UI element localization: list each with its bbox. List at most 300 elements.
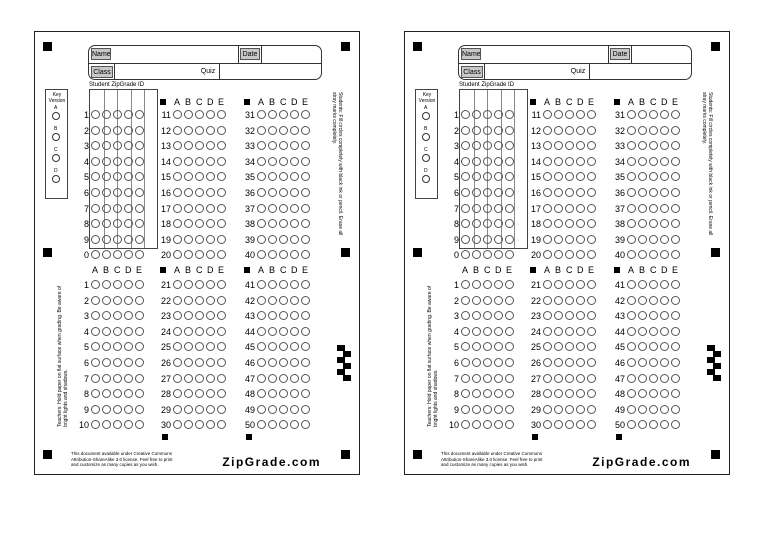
answer-bubble[interactable] (195, 110, 204, 119)
answer-bubble[interactable] (461, 235, 470, 244)
answer-bubble[interactable] (279, 311, 288, 320)
answer-bubble[interactable] (195, 327, 204, 336)
answer-bubble[interactable] (638, 311, 647, 320)
answer-bubble[interactable] (671, 141, 680, 150)
answer-bubble[interactable] (660, 110, 669, 119)
answer-bubble[interactable] (483, 126, 492, 135)
answer-bubble[interactable] (91, 280, 100, 289)
answer-bubble[interactable] (135, 311, 144, 320)
answer-bubble[interactable] (268, 110, 277, 119)
answer-bubble[interactable] (671, 311, 680, 320)
answer-bubble[interactable] (472, 327, 481, 336)
answer-bubble[interactable] (472, 389, 481, 398)
answer-bubble[interactable] (627, 358, 636, 367)
answer-bubble[interactable] (217, 126, 226, 135)
answer-bubble[interactable] (279, 126, 288, 135)
answer-bubble[interactable] (290, 342, 299, 351)
answer-bubble[interactable] (483, 188, 492, 197)
answer-bubble[interactable] (494, 141, 503, 150)
answer-bubble[interactable] (290, 219, 299, 228)
answer-bubble[interactable] (184, 235, 193, 244)
answer-bubble[interactable] (638, 420, 647, 429)
answer-bubble[interactable] (554, 126, 563, 135)
answer-bubble[interactable] (565, 389, 574, 398)
answer-bubble[interactable] (472, 110, 481, 119)
answer-bubble[interactable] (554, 342, 563, 351)
answer-bubble[interactable] (649, 235, 658, 244)
answer-bubble[interactable] (671, 157, 680, 166)
answer-bubble[interactable] (91, 110, 100, 119)
answer-bubble[interactable] (268, 204, 277, 213)
answer-bubble[interactable] (483, 235, 492, 244)
answer-bubble[interactable] (483, 420, 492, 429)
answer-bubble[interactable] (206, 126, 215, 135)
answer-bubble[interactable] (543, 280, 552, 289)
answer-bubble[interactable] (505, 374, 514, 383)
answer-bubble[interactable] (472, 204, 481, 213)
answer-bubble[interactable] (102, 374, 111, 383)
answer-bubble[interactable] (494, 311, 503, 320)
answer-bubble[interactable] (587, 250, 596, 259)
answer-bubble[interactable] (195, 296, 204, 305)
answer-bubble[interactable] (217, 235, 226, 244)
answer-bubble[interactable] (461, 172, 470, 181)
answer-bubble[interactable] (671, 172, 680, 181)
answer-bubble[interactable] (494, 157, 503, 166)
answer-bubble[interactable] (660, 188, 669, 197)
answer-bubble[interactable] (268, 358, 277, 367)
answer-bubble[interactable] (173, 204, 182, 213)
answer-bubble[interactable] (91, 204, 100, 213)
answer-bubble[interactable] (472, 420, 481, 429)
answer-bubble[interactable] (505, 296, 514, 305)
answer-bubble[interactable] (301, 296, 310, 305)
answer-bubble[interactable] (472, 296, 481, 305)
answer-bubble[interactable] (268, 342, 277, 351)
answer-bubble[interactable] (91, 188, 100, 197)
answer-bubble[interactable] (206, 374, 215, 383)
answer-bubble[interactable] (494, 389, 503, 398)
answer-bubble[interactable] (660, 250, 669, 259)
answer-bubble[interactable] (301, 405, 310, 414)
answer-bubble[interactable] (472, 172, 481, 181)
answer-bubble[interactable] (91, 420, 100, 429)
answer-bubble[interactable] (565, 374, 574, 383)
answer-bubble[interactable] (279, 327, 288, 336)
answer-bubble[interactable] (257, 126, 266, 135)
answer-bubble[interactable] (638, 405, 647, 414)
answer-bubble[interactable] (217, 250, 226, 259)
answer-bubble[interactable] (461, 296, 470, 305)
answer-bubble[interactable] (290, 141, 299, 150)
answer-bubble[interactable] (102, 250, 111, 259)
answer-bubble[interactable] (543, 110, 552, 119)
answer-bubble[interactable] (461, 219, 470, 228)
answer-bubble[interactable] (627, 204, 636, 213)
answer-bubble[interactable] (184, 110, 193, 119)
answer-bubble[interactable] (184, 141, 193, 150)
answer-bubble[interactable] (565, 235, 574, 244)
answer-bubble[interactable] (671, 188, 680, 197)
answer-bubble[interactable] (268, 405, 277, 414)
answer-bubble[interactable] (638, 188, 647, 197)
answer-bubble[interactable] (576, 280, 585, 289)
answer-bubble[interactable] (472, 280, 481, 289)
answer-bubble[interactable] (217, 280, 226, 289)
answer-bubble[interactable] (290, 235, 299, 244)
answer-bubble[interactable] (124, 172, 133, 181)
answer-bubble[interactable] (627, 374, 636, 383)
answer-bubble[interactable] (268, 420, 277, 429)
answer-bubble[interactable] (257, 296, 266, 305)
answer-bubble[interactable] (217, 204, 226, 213)
answer-bubble[interactable] (135, 296, 144, 305)
answer-bubble[interactable] (494, 219, 503, 228)
answer-bubble[interactable] (649, 250, 658, 259)
answer-bubble[interactable] (627, 342, 636, 351)
answer-bubble[interactable] (206, 389, 215, 398)
answer-bubble[interactable] (638, 250, 647, 259)
answer-bubble[interactable] (505, 327, 514, 336)
answer-bubble[interactable] (554, 358, 563, 367)
answer-bubble[interactable] (173, 280, 182, 289)
answer-bubble[interactable] (268, 235, 277, 244)
answer-bubble[interactable] (135, 126, 144, 135)
answer-bubble[interactable] (494, 358, 503, 367)
answer-bubble[interactable] (124, 157, 133, 166)
answer-bubble[interactable] (113, 219, 122, 228)
answer-bubble[interactable] (135, 327, 144, 336)
answer-bubble[interactable] (461, 358, 470, 367)
answer-bubble[interactable] (279, 172, 288, 181)
answer-bubble[interactable] (576, 110, 585, 119)
answer-bubble[interactable] (565, 126, 574, 135)
answer-bubble[interactable] (649, 311, 658, 320)
answer-bubble[interactable] (554, 141, 563, 150)
answer-bubble[interactable] (627, 327, 636, 336)
answer-bubble[interactable] (124, 420, 133, 429)
answer-bubble[interactable] (102, 311, 111, 320)
answer-bubble[interactable] (113, 327, 122, 336)
answer-bubble[interactable] (483, 311, 492, 320)
answer-bubble[interactable] (301, 327, 310, 336)
answer-bubble[interactable] (279, 420, 288, 429)
answer-bubble[interactable] (290, 172, 299, 181)
answer-bubble[interactable] (461, 342, 470, 351)
answer-bubble[interactable] (472, 188, 481, 197)
answer-bubble[interactable] (671, 327, 680, 336)
answer-bubble[interactable] (206, 358, 215, 367)
answer-bubble[interactable] (184, 311, 193, 320)
answer-bubble[interactable] (173, 374, 182, 383)
answer-bubble[interactable] (472, 358, 481, 367)
answer-bubble[interactable] (91, 296, 100, 305)
answer-bubble[interactable] (483, 250, 492, 259)
answer-bubble[interactable] (206, 342, 215, 351)
answer-bubble[interactable] (494, 342, 503, 351)
answer-bubble[interactable] (649, 141, 658, 150)
answer-bubble[interactable] (627, 420, 636, 429)
answer-bubble[interactable] (257, 219, 266, 228)
answer-bubble[interactable] (124, 188, 133, 197)
answer-bubble[interactable] (184, 280, 193, 289)
answer-bubble[interactable] (217, 141, 226, 150)
answer-bubble[interactable] (184, 219, 193, 228)
answer-bubble[interactable] (290, 110, 299, 119)
answer-bubble[interactable] (257, 358, 266, 367)
answer-bubble[interactable] (102, 405, 111, 414)
answer-bubble[interactable] (554, 157, 563, 166)
answer-bubble[interactable] (472, 141, 481, 150)
answer-bubble[interactable] (587, 219, 596, 228)
answer-bubble[interactable] (565, 188, 574, 197)
answer-bubble[interactable] (279, 110, 288, 119)
answer-bubble[interactable] (554, 204, 563, 213)
answer-bubble[interactable] (279, 296, 288, 305)
answer-bubble[interactable] (649, 126, 658, 135)
answer-bubble[interactable] (290, 374, 299, 383)
answer-bubble[interactable] (554, 172, 563, 181)
answer-bubble[interactable] (301, 358, 310, 367)
answer-bubble[interactable] (173, 172, 182, 181)
answer-bubble[interactable] (576, 327, 585, 336)
answer-bubble[interactable] (290, 204, 299, 213)
answer-bubble[interactable] (184, 405, 193, 414)
answer-bubble[interactable] (124, 342, 133, 351)
answer-bubble[interactable] (279, 204, 288, 213)
answer-bubble[interactable] (554, 110, 563, 119)
answer-bubble[interactable] (257, 157, 266, 166)
answer-bubble[interactable] (505, 204, 514, 213)
answer-bubble[interactable] (472, 311, 481, 320)
answer-bubble[interactable] (195, 250, 204, 259)
answer-bubble[interactable] (494, 110, 503, 119)
answer-bubble[interactable] (483, 172, 492, 181)
answer-bubble[interactable] (135, 172, 144, 181)
answer-bubble[interactable] (554, 280, 563, 289)
answer-bubble[interactable] (301, 219, 310, 228)
answer-bubble[interactable] (206, 280, 215, 289)
answer-bubble[interactable] (91, 342, 100, 351)
answer-bubble[interactable] (173, 126, 182, 135)
answer-bubble[interactable] (671, 219, 680, 228)
answer-bubble[interactable] (113, 126, 122, 135)
answer-bubble[interactable] (543, 405, 552, 414)
answer-bubble[interactable] (290, 389, 299, 398)
answer-bubble[interactable] (576, 235, 585, 244)
answer-bubble[interactable] (461, 110, 470, 119)
answer-bubble[interactable] (135, 219, 144, 228)
answer-bubble[interactable] (102, 327, 111, 336)
answer-bubble[interactable] (135, 204, 144, 213)
answer-bubble[interactable] (649, 296, 658, 305)
answer-bubble[interactable] (135, 188, 144, 197)
answer-bubble[interactable] (472, 250, 481, 259)
answer-bubble[interactable] (268, 126, 277, 135)
answer-bubble[interactable] (257, 110, 266, 119)
answer-bubble[interactable] (217, 342, 226, 351)
answer-bubble[interactable] (565, 141, 574, 150)
answer-bubble[interactable] (268, 389, 277, 398)
answer-bubble[interactable] (301, 188, 310, 197)
answer-bubble[interactable] (565, 311, 574, 320)
answer-bubble[interactable] (184, 126, 193, 135)
answer-bubble[interactable] (660, 342, 669, 351)
answer-bubble[interactable] (483, 141, 492, 150)
answer-bubble[interactable] (565, 327, 574, 336)
answer-bubble[interactable] (649, 342, 658, 351)
answer-bubble[interactable] (472, 126, 481, 135)
answer-bubble[interactable] (660, 374, 669, 383)
answer-bubble[interactable] (649, 327, 658, 336)
answer-bubble[interactable] (472, 235, 481, 244)
answer-bubble[interactable] (660, 327, 669, 336)
answer-bubble[interactable] (91, 327, 100, 336)
answer-bubble[interactable] (461, 420, 470, 429)
answer-bubble[interactable] (195, 389, 204, 398)
answer-bubble[interactable] (543, 311, 552, 320)
answer-bubble[interactable] (554, 327, 563, 336)
answer-bubble[interactable] (268, 311, 277, 320)
answer-bubble[interactable] (627, 141, 636, 150)
answer-bubble[interactable] (505, 420, 514, 429)
answer-bubble[interactable] (91, 389, 100, 398)
answer-bubble[interactable] (565, 420, 574, 429)
answer-bubble[interactable] (184, 389, 193, 398)
answer-bubble[interactable] (279, 250, 288, 259)
answer-bubble[interactable] (301, 141, 310, 150)
answer-bubble[interactable] (483, 219, 492, 228)
answer-bubble[interactable] (206, 110, 215, 119)
answer-bubble[interactable] (268, 188, 277, 197)
answer-bubble[interactable] (91, 141, 100, 150)
answer-bubble[interactable] (554, 296, 563, 305)
answer-bubble[interactable] (102, 204, 111, 213)
answer-bubble[interactable] (290, 126, 299, 135)
answer-bubble[interactable] (554, 188, 563, 197)
answer-bubble[interactable] (268, 157, 277, 166)
answer-bubble[interactable] (543, 172, 552, 181)
answer-bubble[interactable] (217, 296, 226, 305)
answer-bubble[interactable] (627, 405, 636, 414)
answer-bubble[interactable] (554, 389, 563, 398)
answer-bubble[interactable] (257, 141, 266, 150)
answer-bubble[interactable] (627, 389, 636, 398)
answer-bubble[interactable] (206, 327, 215, 336)
answer-bubble[interactable] (113, 342, 122, 351)
answer-bubble[interactable] (638, 342, 647, 351)
answer-bubble[interactable] (483, 204, 492, 213)
answer-bubble[interactable] (649, 420, 658, 429)
answer-bubble[interactable] (660, 204, 669, 213)
answer-bubble[interactable] (543, 296, 552, 305)
answer-bubble[interactable] (91, 126, 100, 135)
answer-bubble[interactable] (195, 311, 204, 320)
answer-bubble[interactable] (576, 311, 585, 320)
answer-bubble[interactable] (91, 311, 100, 320)
answer-bubble[interactable] (638, 296, 647, 305)
answer-bubble[interactable] (461, 157, 470, 166)
answer-bubble[interactable] (290, 327, 299, 336)
answer-bubble[interactable] (505, 141, 514, 150)
answer-bubble[interactable] (206, 250, 215, 259)
answer-bubble[interactable] (257, 250, 266, 259)
answer-bubble[interactable] (102, 280, 111, 289)
answer-bubble[interactable] (565, 405, 574, 414)
answer-bubble[interactable] (91, 157, 100, 166)
answer-bubble[interactable] (638, 280, 647, 289)
answer-bubble[interactable] (587, 157, 596, 166)
answer-bubble[interactable] (483, 342, 492, 351)
answer-bubble[interactable] (494, 296, 503, 305)
answer-bubble[interactable] (505, 219, 514, 228)
answer-bubble[interactable] (576, 358, 585, 367)
answer-bubble[interactable] (124, 374, 133, 383)
answer-bubble[interactable] (649, 389, 658, 398)
answer-bubble[interactable] (257, 389, 266, 398)
answer-bubble[interactable] (638, 204, 647, 213)
answer-bubble[interactable] (135, 110, 144, 119)
answer-bubble[interactable] (124, 327, 133, 336)
answer-bubble[interactable] (483, 405, 492, 414)
answer-bubble[interactable] (649, 358, 658, 367)
answer-bubble[interactable] (257, 188, 266, 197)
answer-bubble[interactable] (135, 420, 144, 429)
answer-bubble[interactable] (554, 311, 563, 320)
answer-bubble[interactable] (195, 141, 204, 150)
answer-bubble[interactable] (649, 157, 658, 166)
answer-bubble[interactable] (576, 172, 585, 181)
answer-bubble[interactable] (124, 204, 133, 213)
answer-bubble[interactable] (494, 405, 503, 414)
answer-bubble[interactable] (124, 110, 133, 119)
answer-bubble[interactable] (184, 296, 193, 305)
answer-bubble[interactable] (217, 311, 226, 320)
answer-bubble[interactable] (113, 296, 122, 305)
answer-bubble[interactable] (113, 374, 122, 383)
answer-bubble[interactable] (660, 172, 669, 181)
answer-bubble[interactable] (206, 420, 215, 429)
answer-bubble[interactable] (483, 280, 492, 289)
answer-bubble[interactable] (124, 296, 133, 305)
answer-bubble[interactable] (124, 235, 133, 244)
answer-bubble[interactable] (660, 358, 669, 367)
answer-bubble[interactable] (505, 358, 514, 367)
answer-bubble[interactable] (649, 110, 658, 119)
answer-bubble[interactable] (301, 342, 310, 351)
answer-bubble[interactable] (472, 342, 481, 351)
answer-bubble[interactable] (505, 250, 514, 259)
answer-bubble[interactable] (184, 374, 193, 383)
answer-bubble[interactable] (638, 157, 647, 166)
answer-bubble[interactable] (543, 374, 552, 383)
answer-bubble[interactable] (91, 219, 100, 228)
answer-bubble[interactable] (576, 296, 585, 305)
answer-bubble[interactable] (135, 141, 144, 150)
answer-bubble[interactable] (483, 157, 492, 166)
answer-bubble[interactable] (102, 157, 111, 166)
answer-bubble[interactable] (173, 358, 182, 367)
answer-bubble[interactable] (195, 188, 204, 197)
answer-bubble[interactable] (627, 250, 636, 259)
answer-bubble[interactable] (671, 405, 680, 414)
answer-bubble[interactable] (135, 250, 144, 259)
answer-bubble[interactable] (627, 188, 636, 197)
answer-bubble[interactable] (91, 250, 100, 259)
answer-bubble[interactable] (173, 250, 182, 259)
answer-bubble[interactable] (268, 219, 277, 228)
answer-bubble[interactable] (124, 250, 133, 259)
